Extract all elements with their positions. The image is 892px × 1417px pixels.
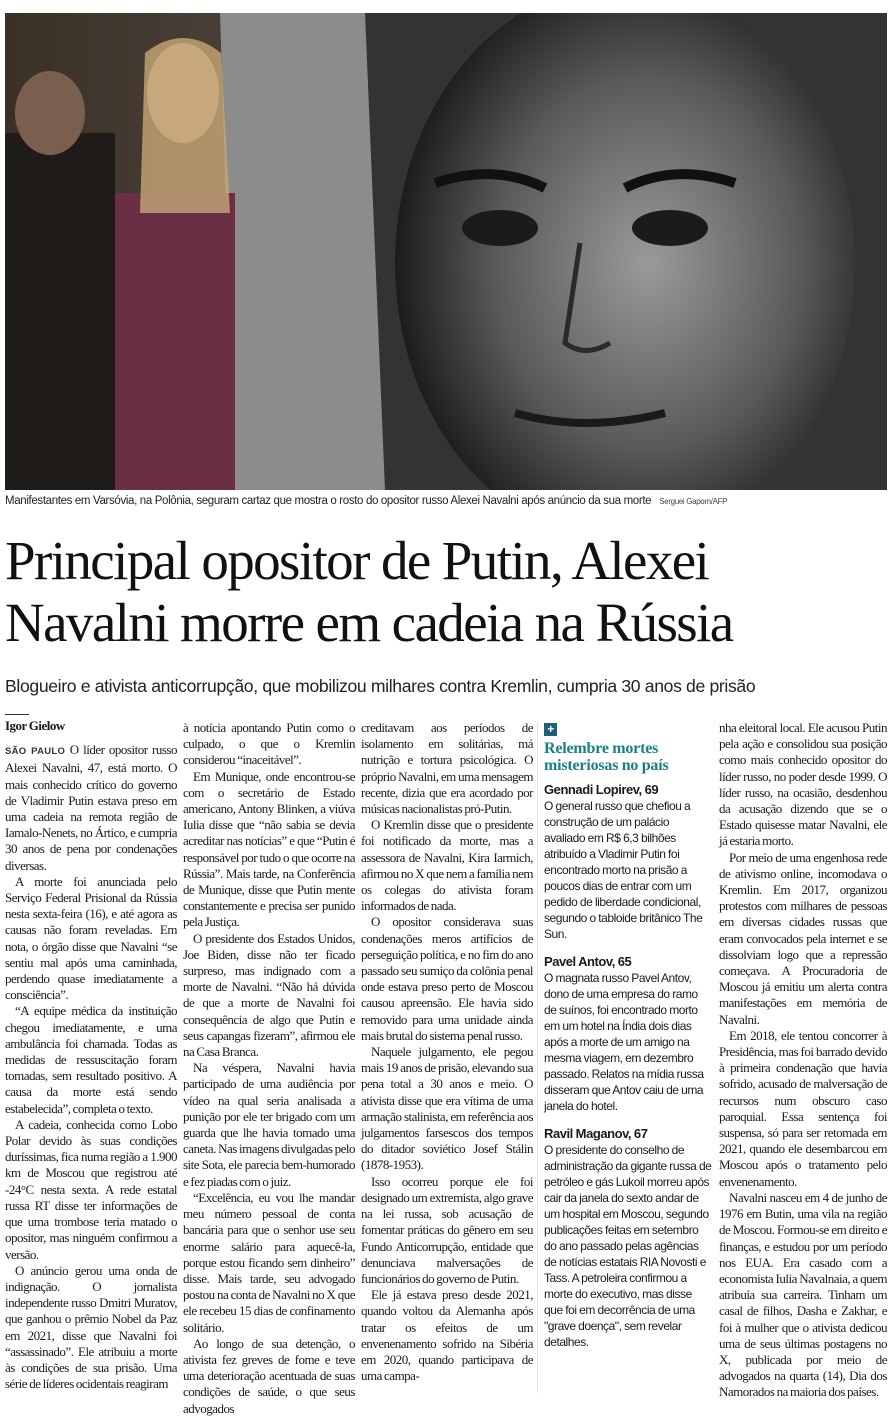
paragraph: nha eleitoral local. Ele acusou Putin pela ação e consolidou sua posição como mais conhecido opositor do líder russo, no poder desde 1999. O líder russo, na ocasião, desdenhou da acusação dizendo que se o Estado quisesse matar Navalni, ele já estaria morto. bbox=[719, 720, 887, 849]
paragraph: creditavam aos períodos de isolamento em solitárias, má nutrição e tortura psicológica. O próprio Navalni, em uma mensagem recente, dizia que era acordado por músicas nacionalistas pró-Putin. bbox=[361, 720, 533, 817]
paragraph: A morte foi anunciada pelo Serviço Federal Prisional da Rússia nesta sexta-feira (16), e até agora as causas não foram reveladas. Em nota, o órgão disse que Navalni “se sentiu mal após uma caminhada, perdendo quase imediatamente a consciência”. bbox=[5, 873, 177, 1003]
paragraph-text: O líder opositor russo Alexei Navalni, 47, está morto. O mais conhecido crítico do governo de Vladimir Putin estava preso em uma cadeia na remota região de Iamalo-Nenets, no Ártico, e cumpria 30 anos de pena por condenações diversas. bbox=[5, 742, 177, 873]
item-text: O presidente do conselho de administração da gigante russa de petróleo e gás Lukoil morreu após cair da janela do sexto andar de um hospital em Moscou, segundo publicações feitas em setembro do ano passado pelas agências de notícias estatais RIA Novosti e Tass. A petroleira confirmou a morte do executivo, mas disse que foi em decorrência de uma "grave doença", sem revelar detalhes. bbox=[544, 1143, 712, 1349]
paragraph: Em 2018, ele tentou concorrer à Presidência, mas foi barrado devido à primeira condenação que havia sofrido, acusado de malversação de recursos num obscuro caso paroquial. Essa sentença foi suspensa, só para ser retomada em 2021, quando ele desembarcou em Moscou após o tratamento pelo envenenamento. bbox=[719, 1027, 887, 1189]
item-name: Pavel Antov, 65 bbox=[544, 954, 632, 969]
paragraph: Em Munique, onde encontrou-se com o secretário de Estado americano, Antony Blinken, a viúva Iulia disse que “não sabia se devia acreditar nas notícias” e que “Putin é responsável por tudo o que ocorre na Rússia”. Mais tarde, na Conferência de Munique, disse que Putin mente constantemente e precisa ser punido pela Justiça. bbox=[183, 768, 355, 930]
paragraph: Na véspera, Navalni havia participado de uma audiência por vídeo na qual seria analisada a punição por ele ter brigado com um guarda que lhe havia tomado uma caneta. Nas imagens divulgadas pelo site Sota, ele parecia bem-humorado e fez piadas com o juiz. bbox=[183, 1060, 355, 1189]
sidebar-item bbox=[544, 782, 712, 942]
byline: Igor Gielow bbox=[5, 718, 65, 733]
photo-credit: Serguei Gapom/AFP bbox=[659, 497, 728, 506]
article-column-3 bbox=[361, 720, 533, 1384]
paragraph: à notícia apontando Putin como o culpado, o que o Kremlin considerou “inaceitável”. bbox=[183, 720, 355, 768]
headline-line-1: Principal opositor de Putin, Alexei bbox=[5, 530, 709, 591]
paragraph bbox=[5, 742, 177, 874]
news-photo bbox=[5, 13, 887, 490]
paragraph: Navalni nasceu em 4 de junho de 1976 em Butin, uma vila na região de Moscou. Formou-se em direito e finanças, e estudou por um período nos EUA. Era casado com a economista Iulia Navalnaia, a quem atribuía sua carreira. Tinham um casal de filhos, Dasha e Zakhar, e foi à mulher que o ativista dedicou uma de seus últimas postagens no X, publicada por meio de advogados na quarta (14), Dia dos Namorados na maioria dos países. bbox=[719, 1189, 887, 1400]
paragraph: “Excelência, eu vou lhe mandar meu número pessoal de conta bancária para que o senhor use seu enorme salário para aquecê-la, porque estou ficando sem dinheiro” disse. Mais tarde, seu advogado postou na conta de Navalni no X que ele recebeu 15 dias de confinamento solitário. bbox=[183, 1189, 355, 1335]
headline bbox=[5, 530, 889, 654]
sidebar-box bbox=[540, 720, 712, 1362]
paragraph: O anúncio gerou uma onda de indignação. O jornalista independente russo Dmitri Muratov, que ganhou o prêmio Nobel da Paz em 2021, disse que Navalni foi “assassinado”. Ele atribuiu a morte às condições de sua prisão. Uma série de líderes ocidentais reagiram bbox=[5, 1262, 177, 1392]
item-name: Gennadi Lopirev, 69 bbox=[544, 782, 659, 797]
paragraph: Naquele julgamento, ele pegou mais 19 anos de prisão, elevando sua pena total a 30 anos e meio. O ativista disse que era vítima de uma armação stalinista, em referência aos julgamentos farsescos dos tempos do ditador soviético Josef Stálin (1878-1953). bbox=[361, 1044, 533, 1173]
sidebar-divider bbox=[537, 722, 538, 1393]
paragraph: O presidente dos Estados Unidos, Joe Biden, disse não ter ficado surpreso, mas indignado com a morte de Navalni. “Não há dúvida de que a morte de Navalni foi consequência de algo que Putin e seus capangas fizeram”, afirmou ele na Casa Branca. bbox=[183, 930, 355, 1060]
article-column-2 bbox=[183, 720, 355, 1417]
dateline: SÃO PAULO bbox=[5, 746, 66, 758]
paragraph: Por meio de uma engenhosa rede de ativismo online, incomodava o Kremlin. Em 2017, organizou protestos com milhares de pessoas em diversas cidades russas que eram convocados pela internet e se dissolviam logo que a repressão começava. A Procuradoria de Moscou já emitiu um alerta contra manifestações em memória de Navalni. bbox=[719, 849, 887, 1027]
paragraph: A cadeia, conhecida como Lobo Polar devido às suas condições duríssimas, fica numa região a 1.900 km de Moscou que registrou até -24°C nesta sexta. A rede estatal russa RT disse ter informações de que uma trombose teria matado o opositor, mas ninguém confirmou a versão. bbox=[5, 1116, 177, 1262]
caption-text: Manifestantes em Varsóvia, na Polônia, seguram cartaz que mostra o rosto do opositor russo Alexei Navalni após anúncio da sua morte bbox=[5, 495, 652, 507]
article-column-5 bbox=[719, 720, 887, 1401]
sidebar-title: Relembre mortes misteriosas no país bbox=[544, 740, 669, 774]
paragraph: Ele já estava preso desde 2021, quando voltou da Alemanha após tratar os efeitos de um envenenamento sofrido na Sibéria em 2020, quando participava de uma campa- bbox=[361, 1287, 533, 1384]
paragraph: “A equipe médica da instituição chegou imediatamente, e uma ambulância foi chamada. Todas as medidas de ressuscitação foram tomadas, sem resultado positivo. A causa da morte está sendo estabelecida”, completa o texto. bbox=[5, 1003, 177, 1116]
headline-line-2: Navalni morre em cadeia na Rússia bbox=[5, 592, 733, 653]
article-column-1 bbox=[5, 714, 177, 1392]
byline-rule bbox=[5, 714, 29, 715]
paragraph: Isso ocorreu porque ele foi designado um extremista, algo grave na lei russa, sob acusação de fomentar práticas do gênero em seu Fundo Anticorrupção, entidade que denunciava malversações de funcionários do governo de Putin. bbox=[361, 1173, 533, 1286]
item-text: O magnata russo Pavel Antov, dono de uma empresa do ramo de suínos, foi encontrado morto em um hotel na Índia dois dias após a morte de um amigo na mesma viagem, em dezembro passado. Relatos na mídia russa disseram que Antov caiu de uma janela do hotel. bbox=[544, 971, 704, 1113]
paragraph: O Kremlin disse que o presidente foi notificado da morte, mas a assessora de Navalni, Kira Iarmich, afirmou no X que nem a família nem os colegas do ativista foram informados de nada. bbox=[361, 817, 533, 914]
sidebar-item bbox=[544, 1126, 712, 1350]
protest-photo-illustration bbox=[5, 13, 887, 490]
item-text: O general russo que chefiou a construção de um palácio avaliado em R$ 6,3 bilhões atribuído a Vladimir Putin foi encontrado morto na prisão a poucos dias de entrar com um pedido de liberdade condicional, segundo o tabloide britânico The Sun. bbox=[544, 799, 703, 941]
subheadline: Blogueiro e ativista anticorrupção, que mobilizou milhares contra Kremlin, cumpria 30 anos de prisão bbox=[5, 676, 756, 696]
plus-icon: + bbox=[544, 723, 557, 736]
paragraph: Ao longo de sua detenção, o ativista fez greves de fome e teve uma deterioração acentuada de suas condições de saúde, o que seus advogados bbox=[183, 1335, 355, 1416]
photo-caption bbox=[5, 495, 887, 507]
item-name: Ravil Maganov, 67 bbox=[544, 1126, 648, 1141]
sidebar-item bbox=[544, 954, 712, 1114]
paragraph: O opositor considerava suas condenações meros artifícios de perseguição política, e no fim do ano passado seu sumiço da colônia penal onde estava preso perto de Moscou causou apreensão. Ele havia sido removido para uma unidade ainda mais brutal do sistema penal russo. bbox=[361, 914, 533, 1043]
